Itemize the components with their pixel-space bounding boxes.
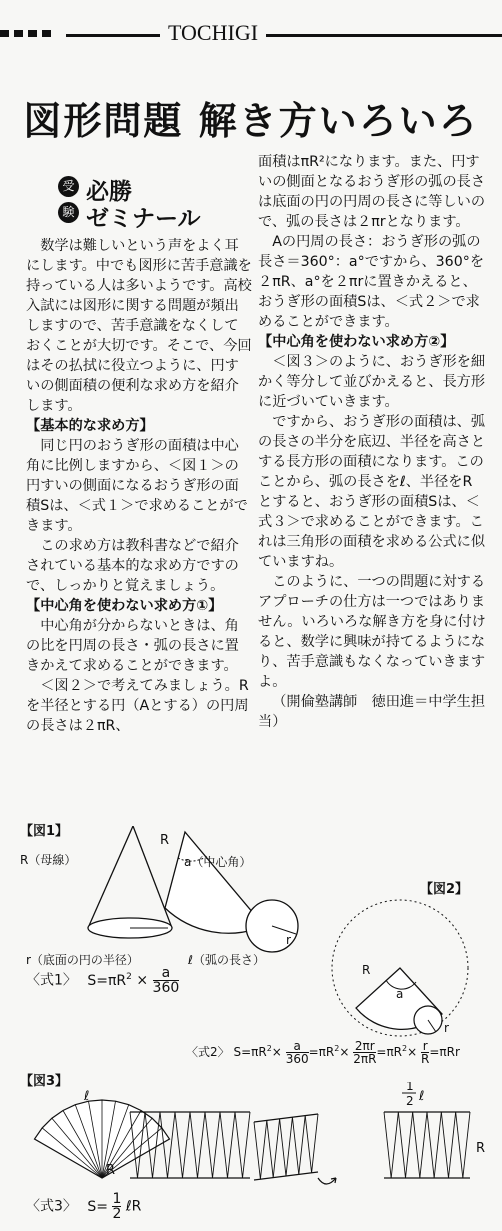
- formula3-rhs: ℓR: [125, 1198, 142, 1215]
- label-l-ko: ℓ（弧の長さ）: [188, 953, 265, 967]
- formula2-f2-den: 2πR: [353, 1052, 377, 1066]
- strip-triangle-edge: [280, 1119, 286, 1176]
- formula3-label: 〈式3〉: [26, 1198, 77, 1215]
- strip-triangle-edge: [198, 1112, 206, 1178]
- strip-triangle-edge: [220, 1112, 228, 1178]
- strip-triangle-edge: [168, 1112, 176, 1178]
- label-a-chushinkaku: a（中心角）: [184, 855, 252, 869]
- body-paragraph: この求め方は教科書などで紹介されている基本的な求め方ですので、しっかりと覚えましょう。: [26, 538, 239, 594]
- strip-triangle-edge: [254, 1122, 260, 1179]
- body-paragraph: ＜図２＞で考えてみましょう。Rを半径とする円（Aとする）の円周の長さは２πR、: [26, 678, 249, 734]
- header-dash: [0, 30, 9, 37]
- formula2-f1-den: 360: [285, 1052, 309, 1066]
- body-paragraph: ＜図３＞のように、おうぎ形を細かく等分して並びかえると、長方形に近づいていきます。: [258, 354, 486, 410]
- strip-triangle-edge: [183, 1112, 191, 1178]
- formula1-lhs: S=πR: [87, 972, 127, 989]
- figure2-diagram: [320, 896, 500, 1046]
- formula2-frac1: [286, 1040, 309, 1065]
- formula2-t4: ×: [339, 1045, 350, 1059]
- strip-triangle-edge: [273, 1119, 279, 1178]
- strip-triangle-edge: [434, 1112, 441, 1178]
- rearranged-strip-2: [254, 1114, 318, 1180]
- strip-triangle-edge: [384, 1112, 391, 1178]
- label-r-boshi: R（母線）: [20, 853, 77, 867]
- fig3-label-R: R: [106, 1163, 116, 1178]
- strip-triangle-edge: [213, 1112, 221, 1178]
- strip-triangle-edge: [292, 1117, 298, 1174]
- formula2-t2: ×: [271, 1045, 282, 1059]
- strip-triangle-edge: [299, 1116, 305, 1175]
- formula2-f2-num: 2πr: [354, 1039, 375, 1053]
- formula2-sup-3: 2: [402, 1044, 408, 1053]
- badge-line-2: ゼミナール: [86, 206, 201, 232]
- strip-top-edge: [254, 1114, 318, 1122]
- formula1-sup: 2: [126, 971, 132, 982]
- fig3-label-R2: R: [476, 1141, 486, 1156]
- strip-triangle-edge: [267, 1120, 273, 1177]
- strip-triangle-edge: [427, 1112, 434, 1178]
- figure1-label: 【図1】: [20, 824, 69, 839]
- section-heading: 【中心角を使わない求め方②】: [258, 334, 455, 350]
- region-label: TOCHIGI: [160, 18, 266, 48]
- strip-triangle-edge: [228, 1112, 236, 1178]
- formula1-fraction: [153, 966, 180, 995]
- body-paragraph: このように、一つの問題に対するアプローチの仕方は一つではありません。いろいろな解き方を身に付けると、数学に興味が持てるようになり、苦手意識もなくなっていきますよ。: [258, 574, 486, 690]
- article-title: 図形問題 解き方いろいろ: [23, 98, 479, 143]
- header-dash: [28, 30, 37, 37]
- formula3-lhs: S=: [87, 1198, 108, 1215]
- strip-triangle-edge: [235, 1112, 243, 1178]
- left-column: [26, 236, 252, 736]
- label-r: r: [286, 933, 291, 947]
- strip-triangle-edge: [441, 1112, 448, 1178]
- formula1-den: 360: [152, 980, 180, 996]
- formula2-sup-2: 2: [334, 1044, 340, 1053]
- formula3: [26, 1192, 141, 1221]
- cone-left-edge: [88, 826, 133, 928]
- formula1-times: ×: [136, 972, 149, 989]
- formula3-num: 1: [112, 1191, 122, 1207]
- header-dash: [14, 30, 23, 37]
- strip-triangle-edge: [391, 1112, 398, 1178]
- body-paragraph: 同じ円のおうぎ形の面積は中心角に比例しますから、＜図１＞の円すいの側面になるおうぎ形の面積Sは、＜式１＞で求めることができます。: [26, 438, 248, 534]
- formula2-f1-num: a: [286, 1040, 309, 1053]
- formula2-frac2: [353, 1040, 376, 1065]
- badge-circle-1: 受: [58, 176, 79, 197]
- strip-triangle-edge: [398, 1112, 405, 1178]
- figure2-label: 【図2】: [420, 882, 469, 897]
- body-paragraph: 数学は難しいという声をよく耳にします。中でも図形に苦手意識を持っている人は多いようです。高校入試には図形に関する問題が頻出しますので、苦手意識をなくしておくことが大切です。そこで、今回はその払拭に役立つように、円すいの側面積の便利な求め方を紹介します。: [26, 238, 252, 414]
- label-R: R: [160, 833, 170, 848]
- strip-triangle-edge: [260, 1120, 266, 1179]
- fig3-half-l: ℓ: [419, 1089, 425, 1104]
- badge-circle-2: 験: [58, 202, 79, 223]
- strip-triangle-edge: [312, 1114, 318, 1173]
- formula1-label: 〈式1〉: [26, 972, 77, 989]
- strip-triangle-edge: [160, 1112, 168, 1178]
- formula2-t3: =πR: [308, 1045, 335, 1059]
- strip-triangle-edge: [286, 1117, 292, 1176]
- strip-triangle-edge: [190, 1112, 198, 1178]
- figure1-diagram: [20, 826, 320, 976]
- formula3-den: 2: [112, 1206, 122, 1222]
- region-header: [0, 18, 502, 48]
- strip-triangle-edge: [243, 1112, 251, 1178]
- strip-triangle-edge: [413, 1112, 420, 1178]
- strip-triangle-edge: [175, 1112, 183, 1178]
- strip-triangle-edge: [456, 1112, 463, 1178]
- section-heading: 【中心角を使わない求め方①】: [26, 598, 223, 614]
- figure3-diagram: [20, 1082, 502, 1192]
- formula1-num: a: [153, 966, 180, 981]
- formula2-f3-den: R: [421, 1052, 430, 1066]
- formula2-t7: =πRr: [429, 1045, 460, 1059]
- strip-triangle-edge: [406, 1112, 413, 1178]
- badge-line-1: 必勝: [86, 179, 132, 205]
- figure3-label: 【図3】: [20, 1074, 69, 1089]
- strip-triangle-edge: [463, 1112, 470, 1178]
- author-credit: （開倫塾講師 徳田進＝中学生担当）: [258, 694, 486, 730]
- body-paragraph: 面積はπR²になります。また、円すいの側面となるおうぎ形の弧の長さは底面の円の円周の長さに等しいので、弧の長さは２πrとなります。: [258, 154, 486, 230]
- formula2-t5: =πR: [376, 1045, 403, 1059]
- fig2-label-a: a: [396, 987, 404, 1001]
- strip-triangle-edge: [305, 1116, 311, 1173]
- formula3-fraction: [112, 1192, 121, 1221]
- label-r-teimen: r（底面の円の半径）: [26, 953, 139, 967]
- strip-triangle-edge: [449, 1112, 456, 1178]
- header-dash: [42, 30, 51, 37]
- right-column: [258, 152, 486, 732]
- formula2-t1: S=πR: [233, 1045, 267, 1059]
- body-paragraph: 中心角が分からないときは、角の比を円周の長さ・弧の長さに置きかえて求めることができます。: [26, 618, 239, 674]
- fig3-half-den: 2: [406, 1094, 414, 1108]
- header-rule: [66, 34, 502, 37]
- strip-triangle-edge: [420, 1112, 427, 1178]
- strip-triangle-edge: [205, 1112, 213, 1178]
- formula2-f3-num: r: [422, 1039, 428, 1053]
- formula2-sup: 2: [266, 1044, 272, 1053]
- body-paragraph: ですから、おうぎ形の面積は、弧の長さの半分を底辺、半径を高さとする長方形の面積になります。このことから、弧の長さをℓ、半径をRとすると、おうぎ形の面積Sは、＜式３＞で求めることができます。これは三角形の面積を求める公式に似ていますね。: [258, 414, 486, 570]
- formula2-label: 〈式2〉: [186, 1045, 230, 1059]
- formula2-t6: ×: [407, 1045, 418, 1059]
- body-paragraph: Aの円周の長さ：おうぎ形の弧の長さ＝360°：a°ですから、360°を２πR、a°を２πrに置きかえると、おうぎ形の面積Sは、＜式２＞で求めることができます。: [258, 234, 485, 330]
- fig3-label-l: ℓ: [84, 1089, 90, 1104]
- fig2-label-R: R: [362, 963, 371, 977]
- rearranged-strip-3: [384, 1112, 470, 1178]
- formula1: [26, 966, 179, 995]
- fig3-half-num: 1: [406, 1082, 414, 1093]
- formula2: [186, 1040, 460, 1065]
- fig2-label-r: r: [444, 1021, 449, 1035]
- section-heading: 【基本的な求め方】: [26, 418, 154, 434]
